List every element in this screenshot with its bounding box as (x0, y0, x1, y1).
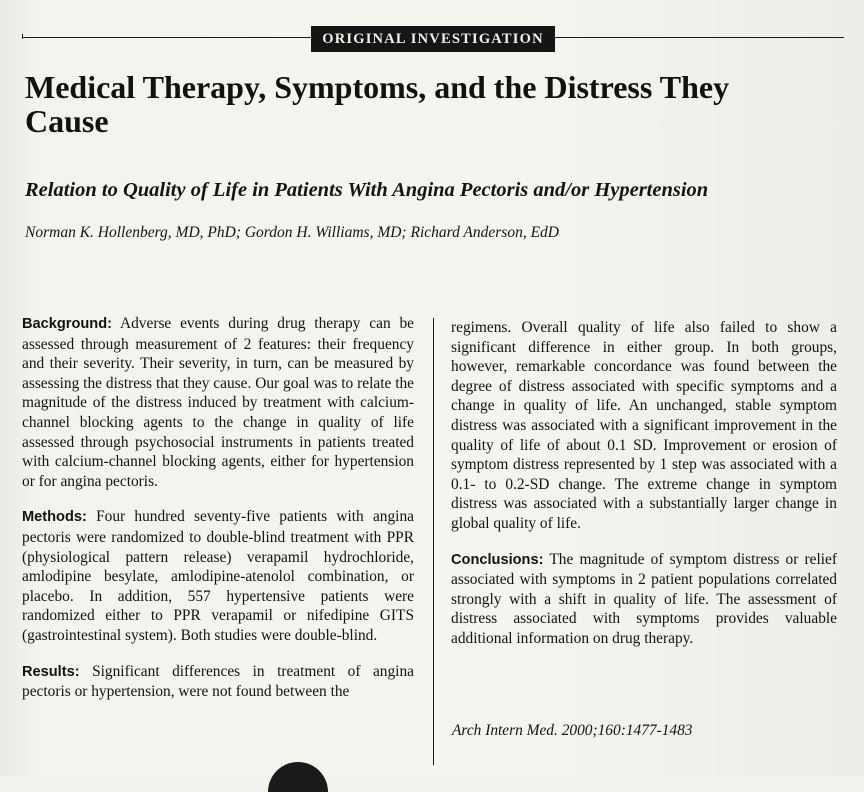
methods-heading: Methods: (22, 509, 87, 526)
conclusions-text: The magnitude of symptom distress or relief associated with symptoms in 2 patient populations correlated strongly with a shift in quality of life. The assessment of distress associated with symptoms provides valuable additional information on drug therapy. (451, 550, 837, 647)
methods-paragraph (22, 507, 414, 645)
results-heading: Results: (22, 663, 80, 680)
background-paragraph (22, 314, 414, 491)
author-list: Norman K. Hollenberg, MD, PhD; Gordon H. Williams, MD; Richard Anderson, EdD (25, 224, 560, 241)
article-title: Medical Therapy, Symptoms, and the Distress They Cause (25, 69, 730, 139)
methods-text: Four hundred seventy-five patients with angina pectoris were randomized to double-blind treatment with PPR (physiological pattern release) verapamil hydrochloride, amlodipine besylate, amlodipine-atenolol combination, or placebo. In addition, 557 hypertensive patients were randomized either to PPR verapamil or nifedipine GITS (gastrointestinal system). Both studies were double-blind. (22, 508, 414, 644)
page-edge-mark (268, 762, 328, 792)
article-subtitle: Relation to Quality of Life in Patients With Angina Pectoris and/or Hypertension (25, 179, 709, 201)
conclusions-paragraph (451, 550, 837, 649)
abstract-left-column (22, 314, 414, 702)
journal-citation: Arch Intern Med. 2000;160:1477-1483 (452, 722, 693, 739)
results-text-start: Significant differences in treatment of angina pectoris or hypertension, were not found between the (22, 662, 414, 701)
column-divider (433, 318, 434, 765)
background-text: Adverse events during drug therapy can be assessed through measurement of 2 features: their frequency and their severity. Their severity, in turn, can be measured by assessing the distress that they cause. Our goal was to relate the magnitude of the distress induced by treatment with calcium-channel blocking agents to the change in quality of life assessed through psychosocial instruments in patients treated with calcium-channel blocking agents, either for hypertension or for angina pectoris. (22, 315, 414, 490)
conclusions-heading: Conclusions: (451, 551, 544, 568)
results-continuation: regimens. Overall quality of life also failed to show a significant difference in either group. In both groups, however, remarkable concordance was found between the degree of distress associated with specific symptoms and a change in quality of life. An unchanged, stable symptom distress was associated with a significant improvement in the quality of life of about 0.1 SD. Improvement or erosion of symptom distress represented by 1 step was associated with a 0.1- to 0.2-SD change. The extreme change in symptom distress was associated with a substantially larger change in global quality of life. (451, 319, 837, 532)
header-rule-tick (22, 34, 33, 39)
background-heading: Background: (22, 316, 112, 332)
section-label: ORIGINAL INVESTIGATION (311, 26, 555, 52)
abstract-right-column (451, 318, 837, 649)
results-paragraph (22, 662, 414, 702)
